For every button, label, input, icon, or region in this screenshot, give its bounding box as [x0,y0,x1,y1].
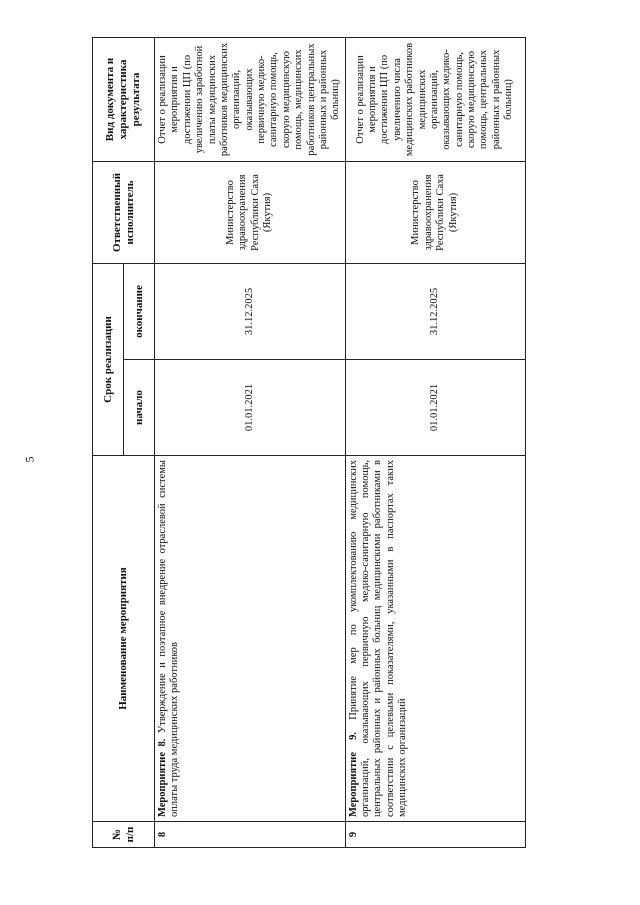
header-num: № п/п [93,822,155,848]
table-row [155,37,346,847]
row-num: 8 [155,822,346,848]
row-start: 01.01.2021 [345,360,525,456]
row-end: 31.12.2025 [345,263,525,359]
page-number: 5 [22,456,37,463]
row-title: Мероприятие 8. [157,738,168,817]
rotated-table-container [92,38,515,848]
row-name [345,456,525,822]
header-period: Срок реализации [93,263,124,455]
header-start: начало [124,360,155,456]
row-responsible: Министерство здравоохранения Республики Саха (Якутия) [345,161,525,263]
row-responsible: Министерство здравоохранения Республики Саха (Якутия) [155,161,346,263]
row-end: 31.12.2025 [155,263,346,359]
header-name: Наименование мероприятия [93,456,155,822]
measures-table [92,37,526,848]
row-doc-type: Отчет о реализации мероприятия и достижении ЦП (по увеличению числа медицинских работников медицинских организаций, оказывающих медико-санитарную помощь, скорую медицинскую помощь, центральных районных и районных больниц) [345,37,525,161]
row-name [155,456,346,822]
row-doc-type: Отчет о реализации мероприятия и достижении ЦП (по увеличению заработной платы медицинских работников медицинских организаций, оказывающих первичную медико-санитарную помощь, скорую медицинскую помощь, медицинских работников центральных районных и районных больниц) [155,37,346,161]
row-text: Утверждение и поэтапное внедрение отраслевой системы оплаты труда медицинских работников [157,460,181,817]
header-end: окончание [124,263,155,359]
row-start: 01.01.2021 [155,360,346,456]
row-text: Принятие мер по укомплектованию медицинских организаций, оказывающих первичную медико-санитарную помощь, центральных районных и районных больниц медицинскими работниками в соответствии с целевыми показателями, указанными в паспортах таких медицинских организаций [347,460,409,817]
row-title: Мероприятие 9. [347,731,359,817]
row-num: 9 [345,822,525,848]
header-responsible: Ответственный исполнитель [93,161,155,263]
table-row [345,37,525,847]
header-row [93,37,124,847]
header-doc-type: Вид документа и характеристика результата [93,37,155,161]
